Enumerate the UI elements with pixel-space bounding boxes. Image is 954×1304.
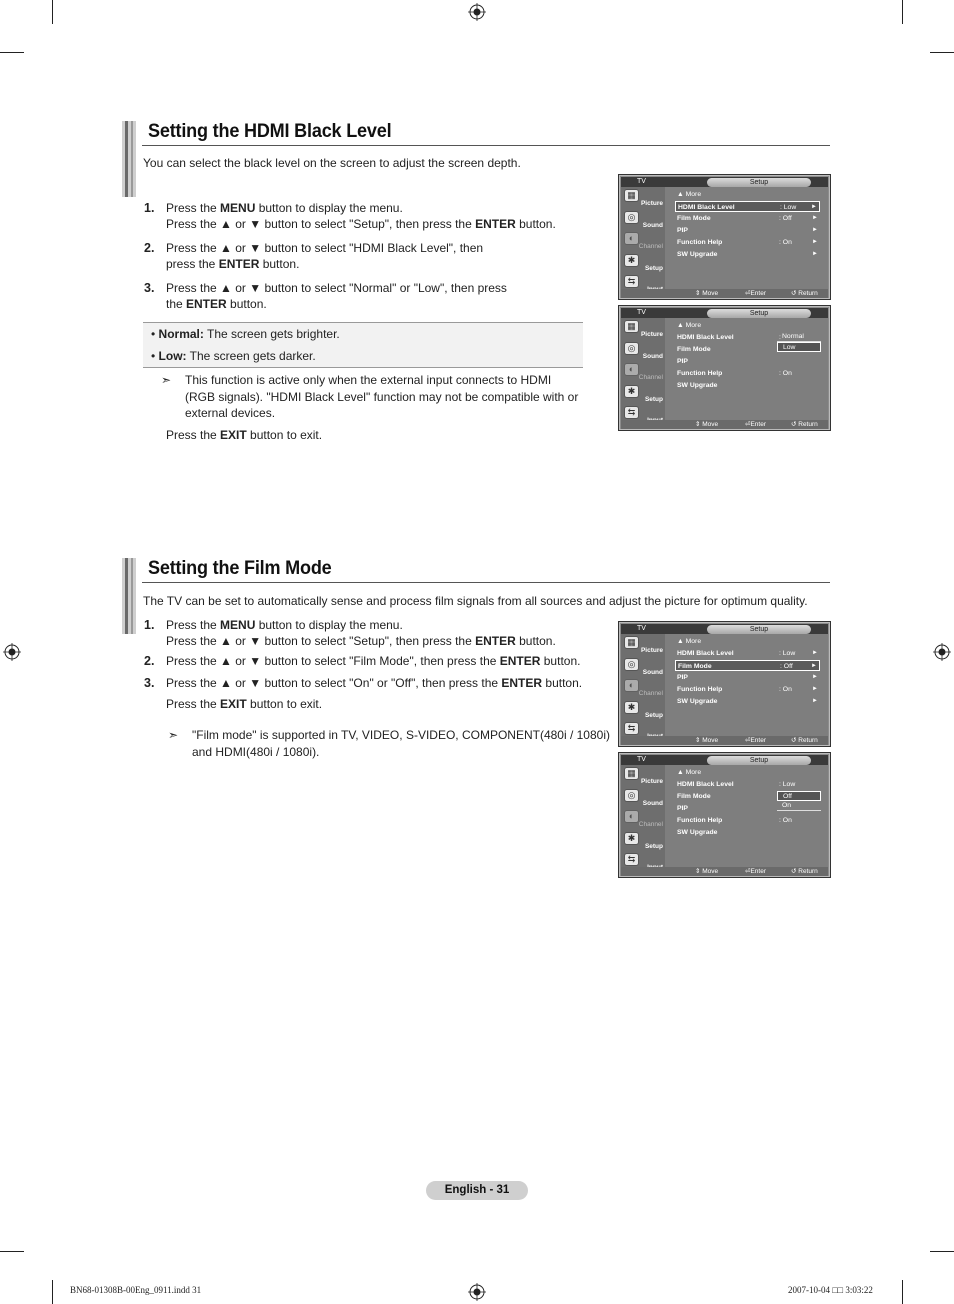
osd-header (621, 177, 828, 187)
osd-tab-setup: Setup (707, 309, 811, 318)
channel-icon: ◐ (624, 679, 639, 692)
osd-row-hdmi-black-level: HDMI Black Level : Low ► (675, 201, 820, 212)
osd-row-sw-upgrade: SW Upgrade ► (677, 698, 818, 705)
osd-tab-setup: Setup (707, 756, 811, 765)
step-1 (144, 200, 606, 232)
step-line: Press the ▲ or ▼ button to select "HDMI Black Level", then (166, 241, 484, 255)
step-2 (144, 240, 606, 272)
setup-icon: ✱ (624, 701, 639, 714)
crop-mark (930, 1251, 954, 1252)
osd-row-film-mode: Film Mode (677, 346, 711, 353)
osd-row-hdmi-black-level: HDMI Black Level : Low (677, 781, 796, 788)
bold-keyword: EXIT (220, 697, 247, 711)
crop-mark (902, 0, 903, 24)
crop-mark (0, 52, 24, 53)
osd-menu-list (665, 318, 828, 420)
osd-more: ▲ More (677, 769, 702, 776)
input-icon: ⇆ (624, 406, 639, 419)
sound-icon: ◎ (624, 789, 639, 802)
tv-setup-menu-4 (618, 752, 831, 878)
section-bar (122, 121, 136, 197)
osd-hint-enter: ⏎Enter (745, 868, 766, 875)
bold-keyword: ENTER (218, 257, 260, 271)
step-line: Press the MENU button to display the menu. (166, 618, 403, 632)
crop-mark (0, 1251, 24, 1252)
bold-keyword: MENU (220, 201, 256, 215)
tip-arrow-icon: ➣ (168, 728, 179, 742)
osd-hint-return: ↺ Return (791, 868, 818, 875)
hdmi-options-box (143, 322, 583, 368)
setup-icon: ✱ (624, 254, 639, 267)
title-rule (142, 145, 830, 146)
osd-side-setup: ✱ Setup (621, 252, 665, 274)
step-line: Press the ▲ or ▼ button to select "On" or "Off", then press the ENTER button. (166, 676, 583, 690)
section-title: Setting the HDMI Black Level (148, 121, 392, 142)
registration-mark-icon (3, 643, 21, 661)
osd-row-sw-upgrade: SW Upgrade (677, 382, 718, 389)
osd-footer (621, 420, 828, 429)
picture-icon: ▦ (624, 320, 639, 333)
osd-dropdown (777, 791, 821, 811)
osd-side-picture: ▦ Picture (621, 318, 665, 340)
bold-keyword: ENTER (475, 217, 516, 231)
osd-option: Low (777, 342, 821, 352)
osd-side-setup: ✱ Setup (621, 383, 665, 405)
step-number: 1. (144, 618, 155, 632)
sound-icon: ◎ (624, 658, 639, 671)
osd-footer (621, 289, 828, 298)
bold-keyword: ENTER (186, 297, 227, 311)
osd-side-channel: ◐ Channel (621, 808, 665, 830)
osd-hint-move: ⇕ Move (695, 737, 719, 744)
tv-setup-menu-2 (618, 305, 831, 431)
osd-tv-label: TV (637, 178, 646, 185)
picture-icon: ▦ (624, 189, 639, 202)
crop-mark (52, 0, 53, 24)
input-icon: ⇆ (624, 275, 639, 288)
osd-row-sw-upgrade: SW Upgrade (677, 829, 718, 836)
step-number: 2. (144, 654, 155, 668)
osd-row-hdmi-black-level: HDMI Black Level : (677, 334, 781, 341)
osd-row-hdmi-black-level: HDMI Black Level : Low ► (677, 650, 818, 657)
title-rule (142, 582, 830, 583)
osd-hint-enter: ⏎Enter (745, 737, 766, 744)
setup-icon: ✱ (624, 385, 639, 398)
bold-keyword: EXIT (220, 428, 247, 442)
osd-side-sound: ◎ Sound (621, 209, 665, 231)
osd-row-pip: PIP (677, 805, 688, 812)
osd-row-function-help: Function Help : On (677, 370, 792, 377)
registration-mark-icon (468, 1283, 486, 1301)
section-intro: The TV can be set to automatically sense and process film signals from all sources and adjust the picture for optimum quality. (143, 594, 808, 608)
osd-tab-setup: Setup (707, 178, 811, 187)
osd-hint-move: ⇕ Move (695, 421, 719, 428)
osd-tv-label: TV (637, 309, 646, 316)
step-line: the ENTER button. (166, 297, 267, 311)
osd-sidebar (621, 187, 665, 289)
hdmi-tip: ➣ This function is active only when the external input connects to HDMI (RGB signals). "HDMI Black Level" function may not be compatible with or external devices. (161, 373, 579, 420)
tv-setup-menu-3 (618, 621, 831, 747)
osd-sidebar (621, 634, 665, 736)
bold-keyword: ENTER (501, 676, 543, 690)
step-line: press the ENTER button. (166, 257, 300, 271)
picture-icon: ▦ (624, 767, 639, 780)
osd-sidebar (621, 765, 665, 867)
osd-row-film-mode: Film Mode : Off ► (677, 215, 818, 222)
osd-side-channel: ◐ Channel (621, 677, 665, 699)
osd-side-setup: ✱ Setup (621, 699, 665, 721)
step-number: 3. (144, 676, 155, 690)
osd-hint-move: ⇕ Move (695, 290, 719, 297)
osd-row-function-help: Function Help : On (677, 817, 792, 824)
osd-hint-enter: ⏎Enter (745, 421, 766, 428)
osd-menu-list (665, 634, 828, 736)
osd-menu-list (665, 765, 828, 867)
option-low: • Low: The screen gets darker. (151, 349, 316, 363)
crop-mark (52, 1280, 53, 1304)
osd-row-film-mode: Film Mode (677, 793, 711, 800)
osd-side-sound: ◎ Sound (621, 340, 665, 362)
osd-dropdown (777, 332, 821, 352)
osd-header (621, 755, 828, 765)
channel-icon: ◐ (624, 363, 639, 376)
osd-side-picture: ▦ Picture (621, 765, 665, 787)
bold-keyword: MENU (220, 618, 256, 632)
osd-option: On (777, 801, 821, 811)
registration-mark-icon (933, 643, 951, 661)
step-line: Press the ▲ or ▼ button to select "Setup", then press the ENTER button. (166, 634, 556, 648)
bold-keyword: ENTER (475, 634, 516, 648)
footer-date: 2007-10-04 □□ 3:03:22 (788, 1285, 873, 1295)
crop-mark (902, 1280, 903, 1304)
step-number: 2. (144, 241, 155, 255)
section-intro: You can select the black level on the screen to adjust the screen depth. (143, 156, 521, 170)
registration-mark-icon (468, 3, 486, 21)
step-line: Press the ▲ or ▼ button to select "Film Mode", then press the ENTER button. (166, 654, 581, 668)
osd-side-picture: ▦ Picture (621, 634, 665, 656)
step-number: 1. (144, 201, 155, 215)
osd-hint-enter: ⏎Enter (745, 290, 766, 297)
section-bar (122, 558, 136, 634)
crop-mark (930, 52, 954, 53)
step-line: Press the ▲ or ▼ button to select "Setup", then press the ENTER button. (166, 217, 556, 231)
osd-side-setup: ✱ Setup (621, 830, 665, 852)
osd-side-sound: ◎ Sound (621, 787, 665, 809)
osd-side-channel: ◐ Channel (621, 230, 665, 252)
step-1 (144, 617, 626, 649)
step-3 (144, 280, 606, 312)
osd-menu-list (665, 187, 828, 289)
input-icon: ⇆ (624, 853, 639, 866)
step-3 (144, 675, 626, 691)
osd-side-channel: ◐ Channel (621, 361, 665, 383)
osd-row-sw-upgrade: SW Upgrade ► (677, 251, 818, 258)
osd-row-pip: PIP ► (677, 674, 818, 681)
osd-tv-label: TV (637, 625, 646, 632)
bold-keyword: ENTER (499, 654, 541, 668)
option-normal: • Normal: The screen gets brighter. (151, 327, 340, 341)
channel-icon: ◐ (624, 232, 639, 245)
setup-icon: ✱ (624, 832, 639, 845)
osd-tv-label: TV (637, 756, 646, 763)
osd-side-picture: ▦ Picture (621, 187, 665, 209)
page-number: English - 31 (426, 1181, 528, 1200)
footer-file: BN68-01308B-00Eng_0911.indd 31 (70, 1285, 202, 1295)
input-icon: ⇆ (624, 722, 639, 735)
tip-arrow-icon: ➣ (161, 373, 172, 387)
film-tip: ➣ "Film mode" is supported in TV, VIDEO, S-VIDEO, COMPONENT(480i / 1080i) and HDMI(480i / 1080i). (168, 728, 610, 759)
osd-hint-return: ↺ Return (791, 737, 818, 744)
osd-tab-setup: Setup (707, 625, 811, 634)
osd-header (621, 308, 828, 318)
step-number: 3. (144, 281, 155, 295)
step-line: Press the MENU button to display the menu. (166, 201, 403, 215)
osd-row-film-mode: Film Mode : Off ► (675, 660, 820, 671)
osd-sidebar (621, 318, 665, 420)
channel-icon: ◐ (624, 810, 639, 823)
film-exit-text: Press the EXIT button to exit. (166, 697, 323, 711)
osd-footer (621, 867, 828, 876)
osd-hint-return: ↺ Return (791, 290, 818, 297)
osd-option: Normal (777, 332, 821, 342)
picture-icon: ▦ (624, 636, 639, 649)
osd-option: Off (777, 791, 821, 801)
osd-row-function-help: Function Help : On ► (677, 239, 818, 246)
osd-side-sound: ◎ Sound (621, 656, 665, 678)
osd-hint-move: ⇕ Move (695, 868, 719, 875)
section-title: Setting the Film Mode (148, 558, 332, 579)
hdmi-exit-text: Press the EXIT button to exit. (166, 428, 323, 442)
osd-more: ▲ More (677, 322, 702, 329)
step-2 (144, 653, 626, 669)
sound-icon: ◎ (624, 342, 639, 355)
osd-row-pip: PIP ► (677, 227, 818, 234)
osd-row-pip: PIP (677, 358, 688, 365)
osd-more: ▲ More (677, 191, 702, 198)
osd-hint-return: ↺ Return (791, 421, 818, 428)
osd-footer (621, 736, 828, 745)
osd-row-function-help: Function Help : On ► (677, 686, 818, 693)
osd-header (621, 624, 828, 634)
step-line: Press the ▲ or ▼ button to select "Normal" or "Low", then press (166, 281, 507, 295)
tv-setup-menu-1 (618, 174, 831, 300)
sound-icon: ◎ (624, 211, 639, 224)
osd-more: ▲ More (677, 638, 702, 645)
